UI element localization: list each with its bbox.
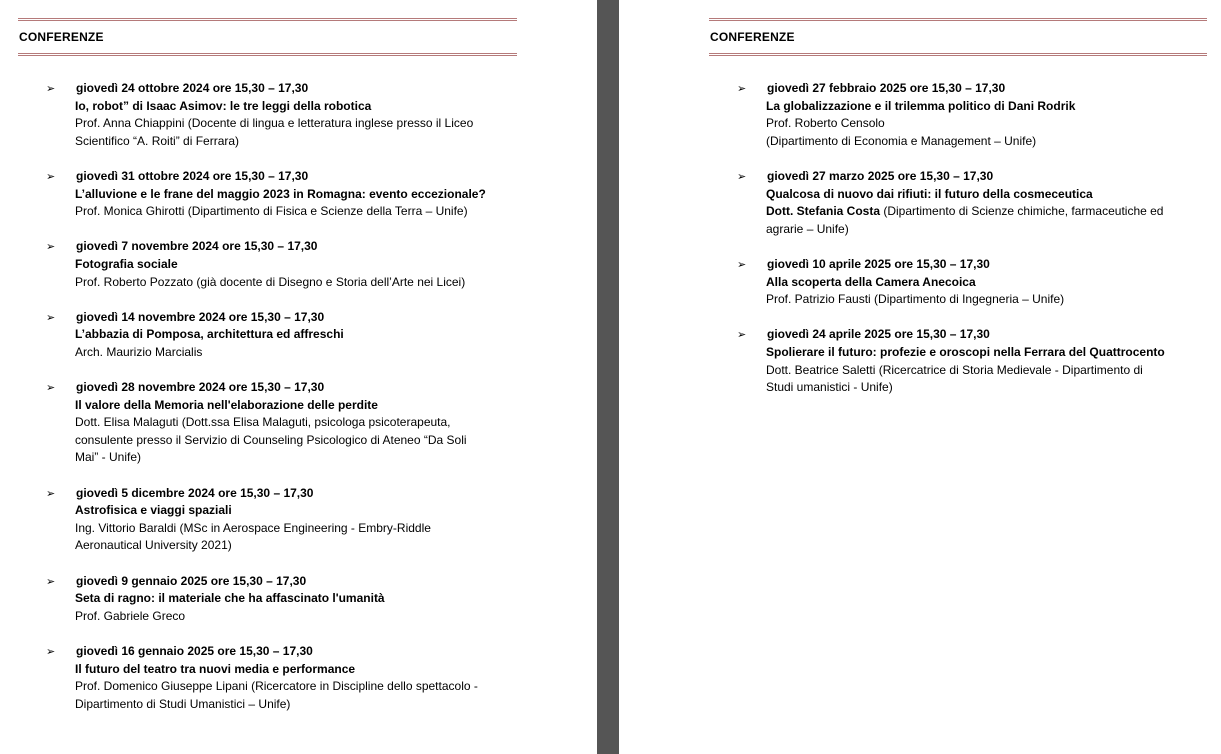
event-speaker-line (766, 362, 1221, 380)
event-item (46, 309, 546, 362)
arrowhead-bullet-icon: ➢ (46, 311, 56, 324)
event-date: giovedì 14 novembre 2024 ore 15,30 – 17,30 (76, 309, 325, 324)
speaker-text: Prof. Patrizio Fausti (Dipartimento di Ingegneria – Unife) (766, 292, 1065, 307)
arrowhead-bullet-icon: ➢ (737, 170, 747, 183)
arrowhead-bullet-icon: ➢ (46, 575, 56, 588)
event-title: Il valore della Memoria nell'elaborazione delle perdite (75, 397, 378, 412)
event-date: giovedì 24 ottobre 2024 ore 15,30 – 17,30 (76, 81, 309, 95)
page-left (0, 0, 597, 754)
event-speaker-line (75, 678, 546, 696)
event-speaker-line (75, 432, 546, 450)
event-date: giovedì 5 dicembre 2024 ore 15,30 – 17,30 (76, 485, 314, 500)
event-item (737, 80, 1221, 150)
event-date: giovedì 7 novembre 2024 ore 15,30 – 17,30 (76, 239, 318, 254)
event-item (46, 168, 546, 221)
speaker-text: Prof. Roberto Pozzato (già docente di Disegno e Storia dell’Arte nei Licei) (75, 274, 466, 289)
event-item (46, 485, 546, 555)
speaker-text: agrarie – Unife) (766, 221, 849, 236)
event-speaker-line (75, 133, 546, 151)
header-rule-bottom (709, 53, 1207, 56)
event-date: giovedì 28 novembre 2024 ore 15,30 – 17,30 (76, 380, 325, 395)
event-title: Astrofisica e viaggi spaziali (75, 503, 232, 518)
speaker-text: Arch. Maurizio Marcialis (75, 344, 203, 359)
arrowhead-bullet-icon: ➢ (46, 646, 56, 658)
speaker-text: Prof. Monica Ghirotti (Dipartimento di Fisica e Scienze della Terra – Unife) (75, 204, 468, 219)
arrowhead-bullet-icon: ➢ (46, 83, 56, 95)
event-speaker-line (766, 379, 1221, 397)
speaker-text: Prof. Anna Chiappini (Docente di lingua e letteratura inglese presso il Liceo (75, 116, 474, 131)
speaker-text: Prof. Domenico Giuseppe Lipani (Ricercatore in Discipline dello spettacolo - (75, 679, 478, 694)
event-list (46, 80, 546, 713)
event-item (46, 643, 546, 713)
section-header (709, 18, 1207, 57)
event-speaker-line (75, 520, 546, 538)
event-item (46, 80, 546, 150)
event-item (46, 238, 546, 291)
event-title: Seta di ragno: il materiale che ha affascinato l'umanità (75, 591, 385, 606)
header-rule-bottom (18, 53, 517, 56)
speaker-text: Aeronautical University 2021) (75, 538, 232, 553)
event-date: giovedì 27 marzo 2025 ore 15,30 – 17,30 (767, 168, 994, 183)
arrowhead-bullet-icon: ➢ (46, 382, 56, 395)
event-date: giovedì 9 gennaio 2025 ore 15,30 – 17,30 (76, 573, 307, 588)
event-title: Qualcosa di nuovo dai rifiuti: il futuro della cosmeceutica (766, 186, 1093, 201)
event-speaker-line (766, 115, 1221, 133)
event-speaker-line (75, 696, 546, 714)
event-date: giovedì 27 febbraio 2025 ore 15,30 – 17,30 (767, 81, 1006, 95)
event-speaker-line (75, 414, 546, 432)
event-speaker-line (766, 221, 1221, 239)
event-speaker-line (75, 274, 546, 292)
event-title: Fotografia sociale (75, 256, 178, 271)
speaker-text: consulente presso il Servizio di Counseling Psicologico di Ateneo “Da Soli (75, 432, 467, 447)
event-speaker-line (75, 608, 546, 626)
event-speaker-line (75, 115, 546, 133)
event-item (46, 573, 546, 626)
page-right (619, 0, 1221, 754)
event-date: giovedì 24 aprile 2025 ore 15,30 – 17,30 (767, 327, 990, 342)
event-item (46, 379, 546, 467)
event-title: L’alluvione e le frane del maggio 2023 in Romagna: evento eccezionale? (75, 186, 486, 201)
event-speaker-line (75, 203, 546, 221)
event-title: Io, robot” di Isaac Asimov: le tre leggi della robotica (75, 98, 372, 113)
event-speaker-line (766, 133, 1221, 151)
event-date: giovedì 31 ottobre 2024 ore 15,30 – 17,30 (76, 168, 309, 183)
arrowhead-bullet-icon: ➢ (46, 241, 56, 254)
event-date: giovedì 16 gennaio 2025 ore 15,30 – 17,30 (76, 644, 313, 658)
arrowhead-bullet-icon: ➢ (46, 170, 56, 183)
event-item (737, 168, 1221, 238)
speaker-text: (Dipartimento di Scienze chimiche, farmaceutiche ed (880, 204, 1164, 219)
event-title: Spolierare il futuro: profezie e oroscopi nella Ferrara del Quattrocento (766, 344, 1165, 359)
arrowhead-bullet-icon: ➢ (737, 258, 747, 271)
speaker-text: Studi umanistici - Unife) (766, 380, 893, 395)
event-item (737, 256, 1221, 309)
arrowhead-bullet-icon: ➢ (46, 487, 56, 500)
speaker-text: Mai” - Unife) (75, 450, 142, 465)
speaker-name: Dott. Stefania Costa (766, 204, 881, 219)
event-title: Alla scoperta della Camera Anecoica (766, 274, 976, 289)
event-speaker-line (75, 537, 546, 555)
event-date: giovedì 10 aprile 2025 ore 15,30 – 17,30 (767, 256, 990, 271)
section-title: CONFERENZE (710, 30, 795, 44)
section-title: CONFERENZE (19, 30, 104, 44)
event-speaker-line (75, 344, 546, 362)
speaker-text: Dott. Elisa Malaguti (Dott.ssa Elisa Malaguti, psicologa psicoterapeuta, (75, 415, 451, 430)
event-title: La globalizzazione e il trilemma politico di Dani Rodrik (766, 98, 1076, 113)
section-header (18, 18, 517, 57)
speaker-text: Scientifico “A. Roiti” di Ferrara) (75, 133, 240, 148)
speaker-text: Ing. Vittorio Baraldi (MSc in Aerospace Engineering - Embry-Riddle (75, 520, 431, 535)
speaker-text: Dott. Beatrice Saletti (Ricercatrice di Storia Medievale - Dipartimento di (766, 362, 1143, 377)
arrowhead-bullet-icon: ➢ (737, 83, 747, 95)
event-speaker-line (766, 291, 1221, 309)
header-rule-top (18, 18, 517, 21)
event-speaker-line (766, 203, 1221, 221)
speaker-text: Dipartimento di Studi Umanistici – Unife) (75, 696, 291, 711)
speaker-text: (Dipartimento di Economia e Management – Unife) (766, 133, 1037, 148)
event-title: L’abbazia di Pomposa, architettura ed affreschi (75, 327, 344, 342)
event-title: Il futuro del teatro tra nuovi media e performance (75, 661, 356, 676)
speaker-text: Prof. Gabriele Greco (75, 608, 186, 623)
arrowhead-bullet-icon: ➢ (737, 329, 747, 342)
event-speaker-line (75, 449, 546, 467)
page-divider (597, 0, 619, 754)
header-rule-top (709, 18, 1207, 21)
speaker-text: Prof. Roberto Censolo (766, 116, 885, 131)
event-item (737, 326, 1221, 396)
event-list (737, 80, 1221, 397)
